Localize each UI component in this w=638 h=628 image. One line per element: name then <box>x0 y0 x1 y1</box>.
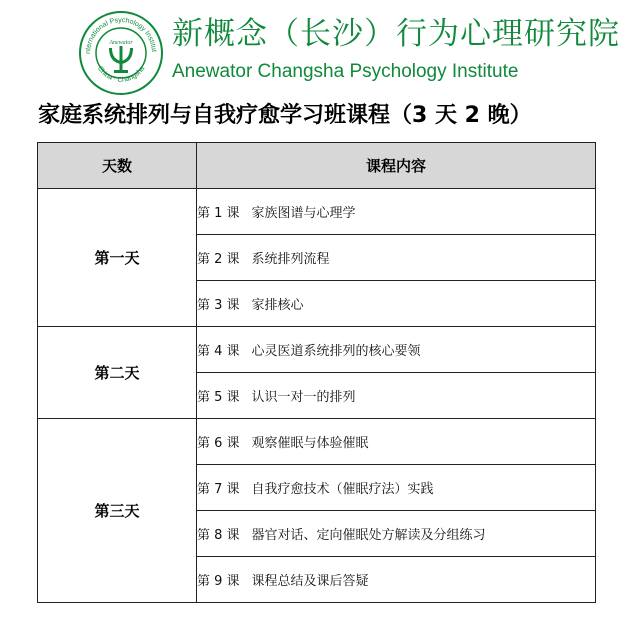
institute-logo <box>78 10 164 96</box>
table-row <box>38 189 596 235</box>
logo-center-text: Anewator <box>109 40 133 46</box>
lesson-title: 家族图谱与心理学 <box>251 206 356 221</box>
lesson-number: 第 3 课 <box>197 298 240 313</box>
lesson-number: 第 2 课 <box>197 252 240 267</box>
lesson-title: 观察催眠与体验催眠 <box>251 436 369 451</box>
lesson-number: 第 5 课 <box>197 390 240 405</box>
lesson-number: 第 8 课 <box>197 528 240 543</box>
lesson-cell <box>197 511 596 557</box>
lesson-number: 第 9 课 <box>197 574 240 589</box>
lesson-number: 第 6 课 <box>197 436 240 451</box>
lesson-cell <box>197 557 596 603</box>
org-name-en: Anewator Changsha Psychology Institute <box>172 61 519 82</box>
lesson-cell <box>197 281 596 327</box>
lesson-cell <box>197 189 596 235</box>
day-label: 第三天 <box>38 419 197 603</box>
lesson-title: 器官对话、定向催眠处方解读及分组练习 <box>251 528 486 543</box>
lesson-cell <box>197 235 596 281</box>
lesson-title: 课程总结及课后答疑 <box>251 574 369 589</box>
logo-ring-text-top: nternational Psychology Institut <box>84 16 157 55</box>
lesson-title: 自我疗愈技术（催眠疗法）实践 <box>251 482 434 497</box>
lesson-cell <box>197 373 596 419</box>
course-table <box>37 142 596 603</box>
lesson-cell <box>197 419 596 465</box>
day-label: 第一天 <box>38 189 197 327</box>
header-days: 天数 <box>38 143 197 189</box>
lesson-cell <box>197 327 596 373</box>
lesson-title: 心灵医道系统排列的核心要领 <box>251 344 421 359</box>
psi-emblem-icon <box>109 46 133 73</box>
org-name-cn: 新概念（长沙）行为心理研究院 <box>172 16 620 52</box>
lesson-number: 第 4 课 <box>197 344 240 359</box>
lesson-number: 第 7 课 <box>197 482 240 497</box>
lesson-title: 系统排列流程 <box>251 252 330 267</box>
table-row <box>38 419 596 465</box>
header-content: 课程内容 <box>197 143 596 189</box>
lesson-cell <box>197 465 596 511</box>
lesson-number: 第 1 课 <box>197 206 240 221</box>
page-title: 家庭系统排列与自我疗愈学习班课程（3 天 2 晚） <box>38 103 532 128</box>
table-header-row <box>38 143 596 189</box>
lesson-title: 认识一对一的排列 <box>251 390 356 405</box>
day-label: 第二天 <box>38 327 197 419</box>
logo-ring-text-bottom: China · Changsha <box>95 65 147 84</box>
lesson-title: 家排核心 <box>251 298 304 313</box>
table-row <box>38 327 596 373</box>
